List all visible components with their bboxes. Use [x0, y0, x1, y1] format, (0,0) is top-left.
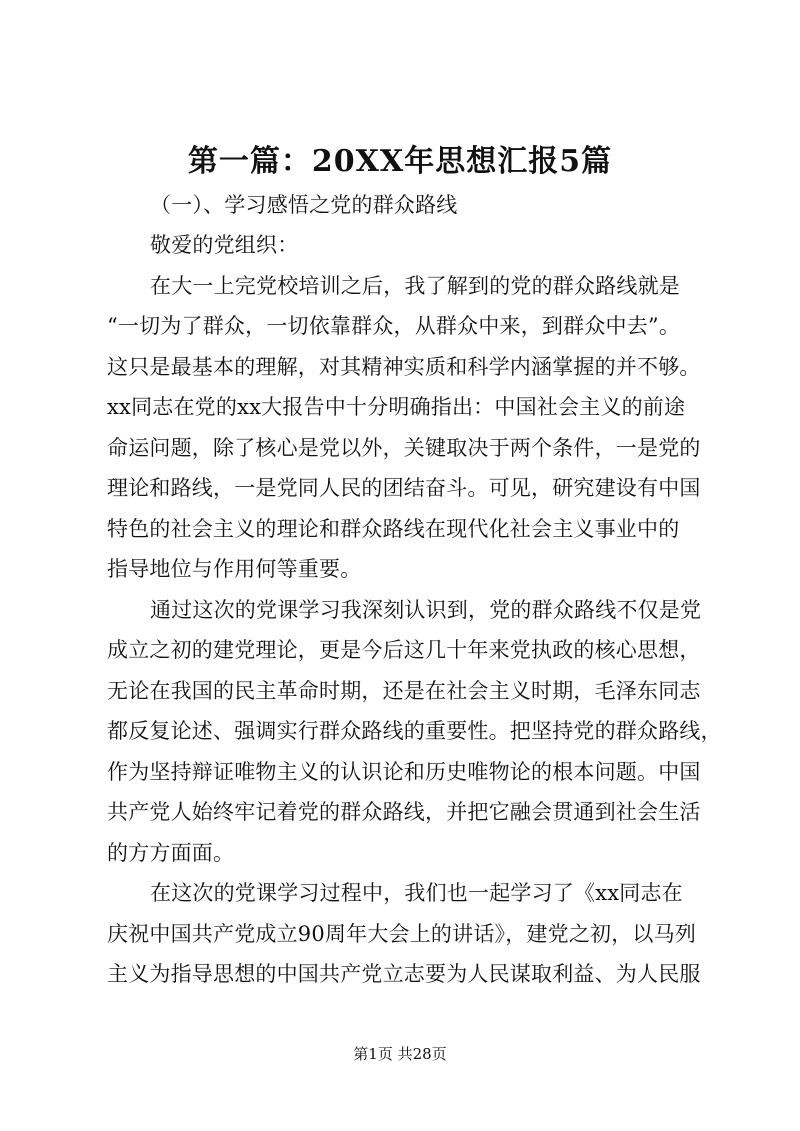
paragraph-line: 的方方面面。 — [107, 841, 235, 865]
paragraph-line: xx同志在党的xx大报告中十分明确指出：中国社会主义的前途 — [107, 395, 686, 419]
paragraph-line: 共产党人始终牢记着党的群众路线，并把它融会贯通到社会生活 — [107, 800, 701, 824]
document-title: 第一篇：20XX年思想汇报5篇 — [187, 144, 613, 179]
paragraph-line: 在大一上完党校培训之后，我了解到的党的群众路线就是 — [150, 274, 680, 298]
paragraph-line: 通过这次的党课学习我深刻认识到，党的群众路线不仅是党 — [150, 598, 702, 622]
salutation: 敬爱的党组织： — [150, 233, 299, 257]
section-heading: （一）、学习感悟之党的群众路线 — [150, 193, 458, 217]
paragraph-line: 指导地位与作用何等重要。 — [107, 557, 362, 581]
paragraph-line: 这只是最基本的理解，对其精神实质和科学内涵掌握的并不够。 — [107, 355, 701, 379]
page-footer: 第1页 共28页 — [353, 1045, 447, 1063]
paragraph-line: 庆祝中国共产党成立90周年大会上的讲话》，建党之初，以马列 — [107, 922, 697, 946]
paragraph-line: 成立之初的建党理论，更是今后这几十年来党执政的核心思想， — [107, 638, 701, 662]
paragraph-line: 无论在我国的民主革命时期，还是在社会主义时期，毛泽东同志 — [107, 679, 701, 703]
paragraph-line: “一切为了群众，一切依靠群众，从群众中来，到群众中去”。 — [107, 314, 681, 338]
paragraph-line: 都反复论述、强调实行群众路线的重要性。把坚持党的群众路线， — [107, 719, 722, 743]
paragraph-line: 理论和路线，一是党同人民的团结奋斗。可见，研究建设有中国 — [107, 476, 701, 500]
paragraph-line: 主义为指导思想的中国共产党立志要为人民谋取利益、为人民服 — [107, 962, 701, 986]
paragraph-line: 命运问题，除了核心是党以外，关键取决于两个条件，一是党的 — [107, 436, 701, 460]
paragraph-line: 特色的社会主义的理论和群众路线在现代化社会主义事业中的 — [107, 517, 680, 541]
paragraph-line: 在这次的党课学习过程中，我们也一起学习了《xx同志在 — [150, 881, 683, 905]
paragraph-line: 作为坚持辩证唯物主义的认识论和历史唯物论的根本问题。中国 — [107, 760, 701, 784]
